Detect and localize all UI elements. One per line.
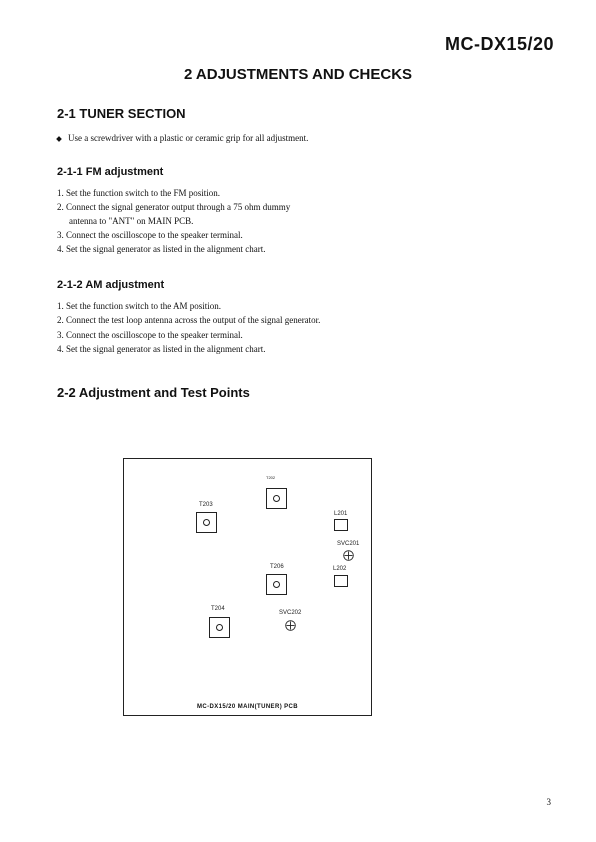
label-t203: T203 bbox=[199, 502, 213, 508]
bullet-item bbox=[57, 133, 308, 143]
bullet-text: Use a screwdriver with a plastic or ceramic grip for all adjustment. bbox=[68, 133, 309, 143]
label-l201: L201 bbox=[334, 511, 348, 517]
subsection-title-am: 2-1-2 AM adjustment bbox=[57, 279, 165, 291]
trimmer-svc201-icon bbox=[343, 550, 354, 561]
coil-t206 bbox=[266, 574, 287, 595]
pcb-caption: MC-DX15/20 MAIN(TUNER) PCB bbox=[196, 704, 299, 710]
fm-step-1: 1. Set the function switch to the FM position. bbox=[57, 188, 220, 198]
coil-t202 bbox=[266, 488, 287, 509]
label-t204: T204 bbox=[211, 606, 225, 612]
page-number: 3 bbox=[546, 797, 551, 807]
am-step-1: 1. Set the function switch to the AM position. bbox=[57, 301, 221, 311]
core-icon bbox=[273, 581, 280, 588]
core-icon bbox=[216, 624, 223, 631]
label-svc202: SVC202 bbox=[279, 610, 302, 616]
coil-t203 bbox=[196, 512, 217, 533]
fm-step-4: 4. Set the signal generator as listed in the alignment chart. bbox=[57, 244, 266, 254]
inductor-l202 bbox=[334, 575, 348, 587]
coil-t204 bbox=[209, 617, 230, 638]
section-title-test-points: 2-2 Adjustment and Test Points bbox=[57, 385, 250, 400]
am-step-4: 4. Set the signal generator as listed in the alignment chart. bbox=[57, 344, 266, 354]
model-number: MC-DX15/20 bbox=[444, 34, 554, 54]
section-title-tuner: 2-1 TUNER SECTION bbox=[57, 106, 186, 121]
core-icon bbox=[203, 519, 210, 526]
chapter-title: 2 ADJUSTMENTS AND CHECKS bbox=[183, 66, 413, 83]
am-step-2: 2. Connect the test loop antenna across the output of the signal generator. bbox=[57, 315, 321, 325]
core-icon bbox=[273, 495, 280, 502]
am-step-3: 3. Connect the oscilloscope to the speaker terminal. bbox=[57, 330, 243, 340]
fm-step-2-cont: antenna to "ANT" on MAIN PCB. bbox=[69, 216, 194, 226]
inductor-l201 bbox=[334, 519, 348, 531]
label-t206: T206 bbox=[270, 564, 284, 570]
fm-step-2: 2. Connect the signal generator output through a 75 ohm dummy bbox=[57, 202, 291, 212]
label-l202: L202 bbox=[333, 566, 347, 572]
trimmer-svc202-icon bbox=[285, 620, 296, 631]
subsection-title-fm: 2-1-1 FM adjustment bbox=[57, 166, 164, 178]
label-svc201: SVC201 bbox=[337, 541, 360, 547]
diamond-bullet-icon bbox=[56, 136, 62, 142]
pcb-diagram bbox=[123, 458, 372, 716]
fm-step-3: 3. Connect the oscilloscope to the speaker terminal. bbox=[57, 230, 243, 240]
label-t202: T202 bbox=[266, 475, 276, 480]
